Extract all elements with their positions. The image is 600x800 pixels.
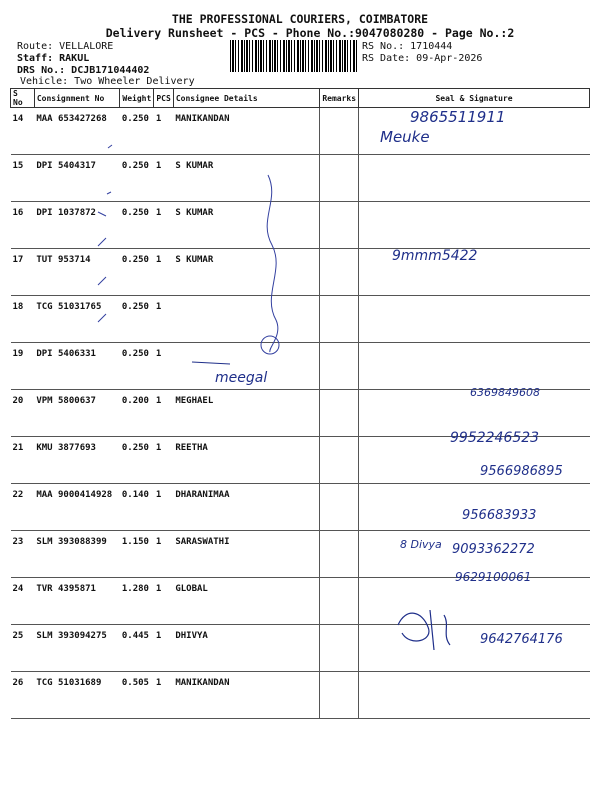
cell-pcs: 1 <box>154 390 173 437</box>
cell-weight: 0.250 <box>120 108 154 155</box>
cell-sno: 18 <box>11 296 35 343</box>
staff-label: Staff: RAKUL <box>17 53 90 64</box>
col-remarks: Remarks <box>320 89 359 108</box>
cell-consignment: TUT 953714 <box>34 249 120 296</box>
cell-pcs: 1 <box>154 672 173 719</box>
cell-consignment: SLM 393088399 <box>34 531 120 578</box>
cell-weight: 0.505 <box>120 672 154 719</box>
cell-consignment: MAA 9000414928 <box>34 484 120 531</box>
cell-consignee: GLOBAL <box>173 578 320 625</box>
cell-weight: 1.280 <box>120 578 154 625</box>
cell-weight: 0.250 <box>120 437 154 484</box>
cell-pcs: 1 <box>154 437 173 484</box>
cell-consignment: DPI 1037872 <box>34 202 120 249</box>
col-pcs: PCS <box>154 89 173 108</box>
cell-pcs: 1 <box>154 202 173 249</box>
hw-sign-14: Meuke <box>380 128 430 146</box>
cell-sno: 23 <box>11 531 35 578</box>
hw-phone-24: 9093362272 <box>452 542 535 557</box>
hw-phone-14: 9865511911 <box>410 108 506 126</box>
rs-date: RS Date: 09-Apr-2026 <box>362 53 483 64</box>
cell-weight: 0.250 <box>120 202 154 249</box>
hw-sign-24: 8 Divya <box>400 538 442 551</box>
cell-consignment: VPM 5800637 <box>34 390 120 437</box>
cell-weight: 0.445 <box>120 625 154 672</box>
hw-phone-26: 9642764176 <box>480 632 563 647</box>
cell-consignee: S KUMAR <box>173 202 320 249</box>
cell-sno: 26 <box>11 672 35 719</box>
cell-sno: 19 <box>11 343 35 390</box>
cell-consignee: MEGHAEL <box>173 390 320 437</box>
cell-pcs: 1 <box>154 625 173 672</box>
cell-sno: 17 <box>11 249 35 296</box>
cell-consignment: SLM 393094275 <box>34 625 120 672</box>
hw-phone-18: 9mmm5422 <box>392 248 478 264</box>
cell-weight: 0.200 <box>120 390 154 437</box>
cell-pcs: 1 <box>154 155 173 202</box>
cell-consignee: MANIKANDAN <box>173 108 320 155</box>
cell-consignee: REETHA <box>173 437 320 484</box>
cell-pcs: 1 <box>154 249 173 296</box>
company-title: THE PROFESSIONAL COURIERS, COIMBATORE <box>171 12 429 26</box>
cell-consignment: KMU 3877693 <box>34 437 120 484</box>
cell-pcs: 1 <box>154 531 173 578</box>
cell-sno: 16 <box>11 202 35 249</box>
hw-phone-23: 956683933 <box>462 508 537 523</box>
cell-pcs: 1 <box>154 484 173 531</box>
cell-sno: 20 <box>11 390 35 437</box>
cell-consignee: DHIVYA <box>173 625 320 672</box>
cell-weight: 0.250 <box>120 343 154 390</box>
cell-consignee: DHARANIMAA <box>173 484 320 531</box>
cell-weight: 0.250 <box>120 296 154 343</box>
cell-sno: 14 <box>11 108 35 155</box>
col-weight: Weight <box>120 89 154 108</box>
col-consignment: Consignment No <box>34 89 120 108</box>
cell-consignee: SARASWATHI <box>173 531 320 578</box>
cell-sno: 22 <box>11 484 35 531</box>
cell-weight: 1.150 <box>120 531 154 578</box>
cell-consignee: S KUMAR <box>173 249 320 296</box>
hw-phone-22: 9566986895 <box>480 464 563 479</box>
cell-consignee: MANIKANDAN <box>173 672 320 719</box>
col-sno: S No <box>11 89 35 108</box>
cell-sno: 15 <box>11 155 35 202</box>
cell-weight: 0.140 <box>120 484 154 531</box>
cell-consignment: DPI 5404317 <box>34 155 120 202</box>
cell-sno: 21 <box>11 437 35 484</box>
cell-weight: 0.250 <box>120 155 154 202</box>
cell-consignment: TCG 51031765 <box>34 296 120 343</box>
cell-pcs: 1 <box>154 343 173 390</box>
runsheet-subtitle: Delivery Runsheet - PCS - Phone No.:9047080280 - Page No.:2 <box>105 26 515 40</box>
hw-phone-21: 9952246523 <box>450 430 540 446</box>
cell-sno: 24 <box>11 578 35 625</box>
hw-phone-20: 6369849608 <box>470 386 540 399</box>
cell-consignment: MAA 653427268 <box>34 108 120 155</box>
hw-phone-25: 9629100061 <box>455 570 532 584</box>
hw-consignee-20: meegal <box>215 370 268 386</box>
cell-consignee: S KUMAR <box>173 155 320 202</box>
cell-weight: 0.250 <box>120 249 154 296</box>
cell-pcs: 1 <box>154 108 173 155</box>
cell-sno: 25 <box>11 625 35 672</box>
drs-number: DRS No.: DCJB171044402 <box>17 65 150 76</box>
cell-consignment: DPI 5406331 <box>34 343 120 390</box>
cell-pcs: 1 <box>154 578 173 625</box>
cell-consignment: TVR 4395871 <box>34 578 120 625</box>
vehicle-label: Vehicle: Two Wheeler Delivery <box>20 76 195 87</box>
cell-pcs: 1 <box>154 296 173 343</box>
col-consignee: Consignee Details <box>173 89 320 108</box>
col-signature: Seal & Signature <box>359 89 590 108</box>
rs-number: RS No.: 1710444 <box>362 41 453 52</box>
route-label: Route: VELLALORE <box>17 41 114 52</box>
cell-consignment: TCG 51031689 <box>34 672 120 719</box>
